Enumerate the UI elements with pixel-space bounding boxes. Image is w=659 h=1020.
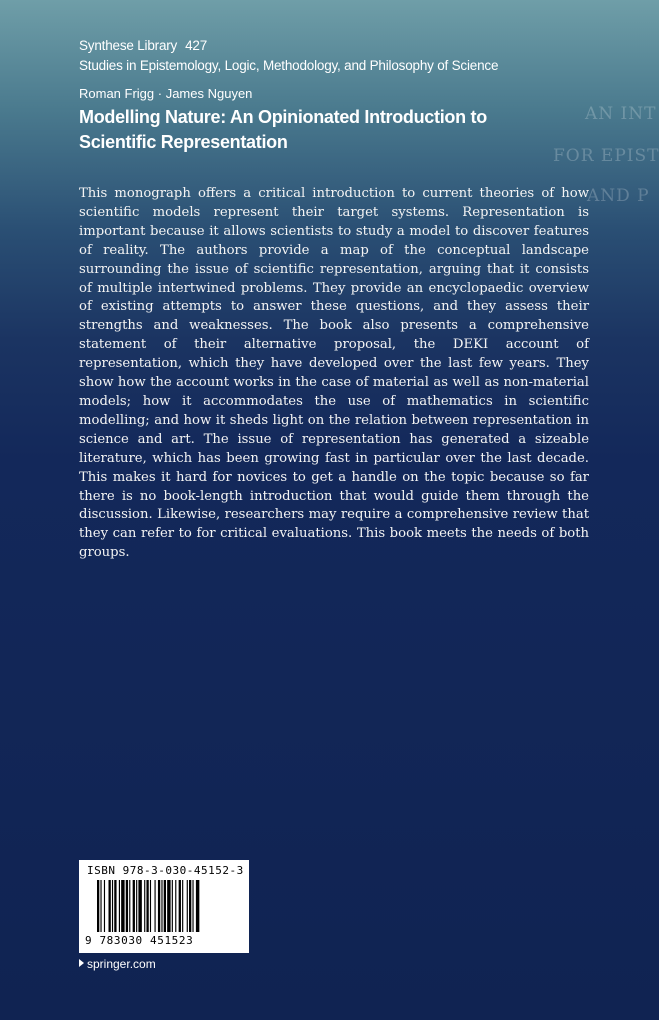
isbn-barcode <box>79 860 249 953</box>
spine-ghost-text: FOR EPIST <box>553 146 659 166</box>
barcode-digits: 9 783030 451523 <box>85 934 194 947</box>
spine-ghost-text: AN INT <box>585 104 657 124</box>
series-heading <box>79 36 498 76</box>
series-name: Synthese Library <box>79 38 178 53</box>
series-subtitle: Studies in Epistemology, Logic, Methodology, and Philosophy of Science <box>79 58 499 73</box>
publisher-link[interactable] <box>79 957 156 971</box>
book-title: Modelling Nature: An Opinionated Introduction to Scientific Representation <box>79 107 487 152</box>
arrow-icon <box>79 959 84 967</box>
book-description: This monograph offers a critical introduction to current theories of how scientific models represent their target systems. Representation is important because it allows scientists to study a model to discover features of reality. The authors provide a map of the conceptual landscape surrounding the issue of scientific representation, arguing that it consists of multiple intertwined problems. They provide an encyclopaedic overview of existing attempts to answer these questions, and they assess their strengths and weaknesses. The book also presents a comprehensive statement of their alternative proposal, the DEKI account of representation, which they have developed over the last few years. They show how the account works in the case of material as well as non-material models; how it accommodates the use of mathematics in scientific modelling; and how it sheds light on the relation between representation in science and art. The issue of representation has generated a sizeable literature, which has been growing fast in particular over the last decade. This makes it hard for novices to get a handle on the topic because so far there is no book-length introduction that would guide them through the discussion. Likewise, researchers may require a comprehensive review that they can refer to for critical evaluations. This book meets the needs of both groups. <box>79 186 589 561</box>
series-number: 427 <box>185 38 208 53</box>
spine-ghost-text: AND P <box>587 186 650 206</box>
authors: Roman Frigg · James Nguyen <box>79 86 253 101</box>
isbn-label: ISBN 978-3-030-45152-3 <box>87 864 244 877</box>
barcode-bars <box>97 880 237 932</box>
publisher-link-label: springer.com <box>87 957 156 971</box>
